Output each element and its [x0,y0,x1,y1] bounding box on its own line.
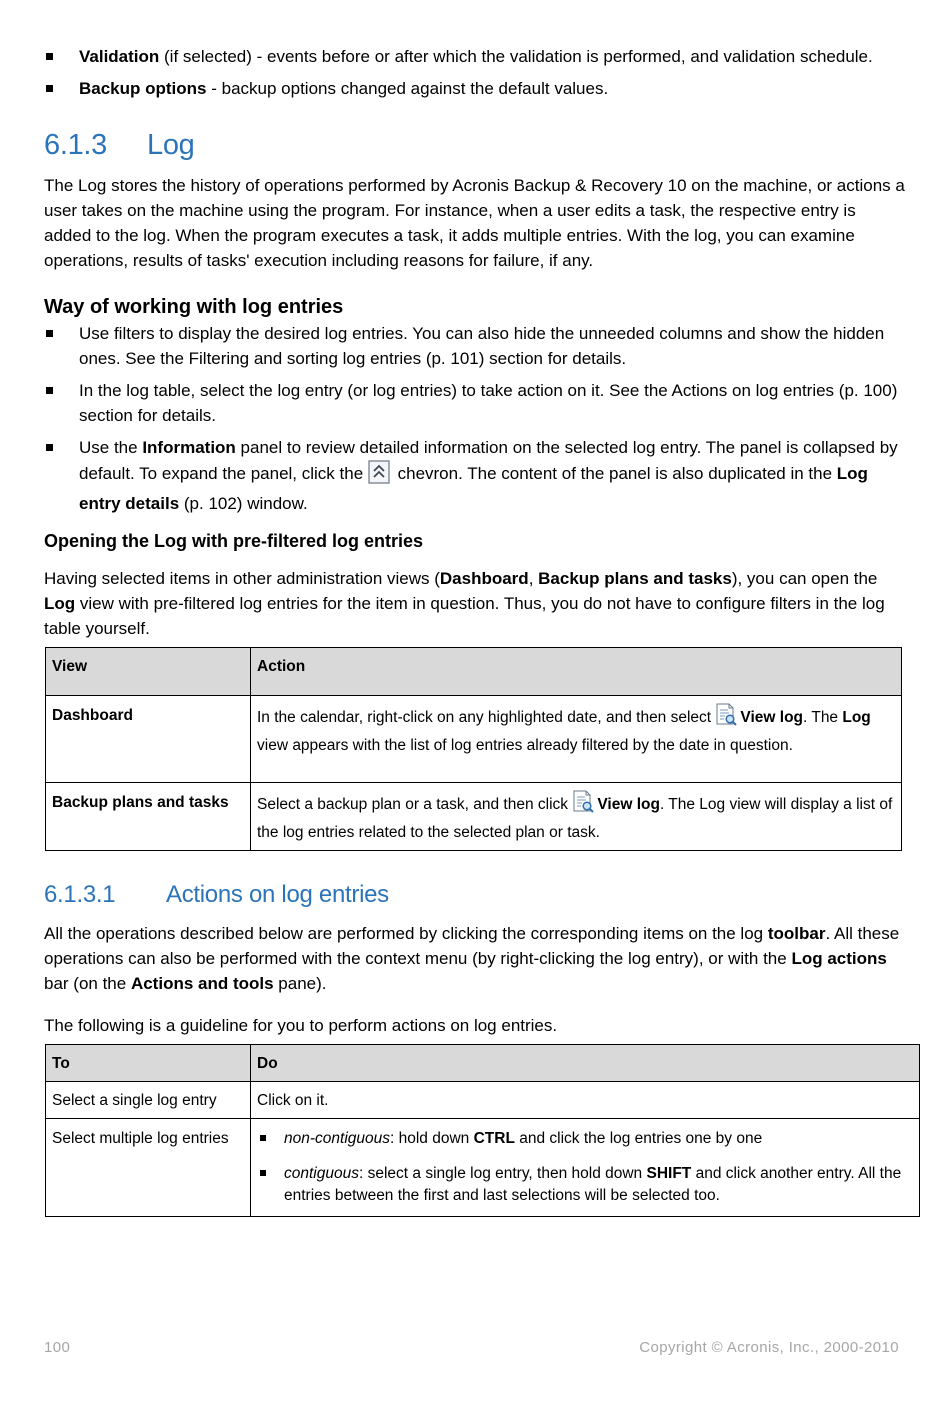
text-run: . The [803,709,843,726]
section-heading-actions [44,879,906,911]
text-run: bar (on the [44,974,131,993]
key-shift: SHIFT [646,1165,692,1182]
term-dashboard: Dashboard [439,569,529,588]
page-footer [44,1337,899,1359]
term-backup-plans-and-tasks: Backup plans and tasks [538,569,732,588]
key-ctrl: CTRL [473,1130,515,1147]
term-toolbar: toolbar [767,924,826,943]
page-content [44,44,924,1217]
term-validation: Validation [79,47,160,66]
plan-details-list [44,44,906,101]
list-item-information-panel [44,435,906,516]
subheading-prefiltered: Opening the Log with pre-filtered log entries [44,531,424,551]
validation-description: (if selected) - events before or after which the validation is performed, and validation schedule. [159,47,873,66]
list-item-backup-options [44,76,906,101]
expand-chevron-icon [368,460,390,491]
text-run: and click another entry. All the entries between the first and last selections will be selected too. [284,1165,902,1204]
section-number: 6.1.3.1 [44,881,116,908]
section-heading-log [44,127,906,163]
text-run: ), you can open the [731,569,878,588]
column-header-do: Do [251,1045,920,1082]
section-title: Log [147,129,195,161]
term-view-log: View log [597,796,660,813]
text-run: pane). [273,974,327,993]
term-view-log: View log [740,709,804,726]
section-title: Actions on log entries [166,881,389,908]
prefiltered-paragraph [44,566,906,641]
log-intro-paragraph: The Log stores the history of operations performed by Acronis Backup & Recovery 10 on the machine, or actions a user takes on the machine using the program. For instance, when a user edits a task, the respective entry is added to the log. When the program executes a task, it adds multiple entries. With the log, you can examine operations, results of tasks' execution including reasons for failure, if any. [44,176,905,270]
text-run: . All these operations can also be performed with the context menu (by right-clicking the log entry), or with the [44,924,900,968]
backup-options-description: - backup options changed against the default values. [206,79,609,98]
term-log: Log [44,594,76,613]
view-log-icon [572,790,594,821]
text-run: : hold down [390,1130,474,1147]
text-run: panel to review detailed information on the selected log entry. The panel is collapsed by default. To expand the panel, click the [79,438,898,483]
text-run: (p. 102) window. [179,494,308,513]
view-cell: Backup plans and tasks [46,783,251,851]
text-run: , [528,569,539,588]
subheading-way-of-working: Way of working with log entries [44,296,344,318]
term-log-actions: Log actions [791,949,887,968]
list-item-contiguous [257,1163,913,1207]
text-run: In the calendar, right-click on any highlighted date, and then select [257,709,716,726]
view-cell: Dashboard [46,696,251,783]
guideline-paragraph: The following is a guideline for you to perform actions on log entries. [44,1016,558,1035]
table-header-row [46,648,902,696]
actions-paragraph [44,921,906,996]
action-cell [251,783,902,851]
view-log-icon [715,703,737,734]
table-row [46,696,902,783]
views-table [45,647,902,851]
selection-methods-list [257,1128,913,1207]
term-actions-and-tools: Actions and tools [130,974,274,993]
list-item-select-entry: In the log table, select the log entry (or log entries) to take action on it. See the Actions on log entries (p. 100) section for details. [44,378,906,428]
term-log: Log [842,709,871,726]
list-item-non-contiguous [257,1128,913,1150]
table-row [46,1082,920,1119]
copyright-notice: Copyright © Acronis, Inc., 2000-2010 [639,1339,899,1356]
table-row [46,1119,920,1217]
term-log-entry-details: Log entry details [79,464,868,513]
text-run: Select a backup plan or a task, and then click [257,796,573,813]
text-run: view appears with the list of log entries already filtered by the date in question. [257,737,793,754]
table-row [46,783,902,851]
do-cell: Click on it. [251,1082,920,1119]
section-number: 6.1.3 [44,129,107,161]
action-cell [251,696,902,783]
text-run: view with pre-filtered log entries for the item in question. Thus, you do not have to configure filters in the log table yourself. [44,594,885,638]
term-non-contiguous: non-contiguous [284,1130,390,1147]
table-header-row [46,1045,920,1082]
to-cell: Select multiple log entries [46,1119,251,1217]
to-cell: Select a single log entry [46,1082,251,1119]
list-item-filters: Use filters to display the desired log entries. You can also hide the unneeded columns and show the hidden ones. See the Filtering and sorting log entries (p. 101) section for details. [44,321,906,371]
column-header-to: To [46,1045,251,1082]
term-contiguous: contiguous [284,1165,359,1182]
actions-table [45,1044,920,1217]
text-run: Having selected items in other administration views ( [44,569,440,588]
text-run: . The Log view will display a list of the log entries related to the selected plan or task. [257,796,893,841]
text-run: chevron. The content of the panel is also duplicated in the [392,464,837,483]
text-run: Use the [79,438,143,457]
text-run: All the operations described below are performed by clicking the corresponding items on the log [44,924,768,943]
term-backup-options: Backup options [79,79,207,98]
term-information: Information [142,438,236,457]
page-number: 100 [44,1339,71,1356]
working-list [44,321,906,516]
text-run: : select a single log entry, then hold down [358,1165,647,1182]
text-run: and click the log entries one by one [514,1130,763,1147]
do-cell [251,1119,920,1217]
column-header-action: Action [251,648,902,696]
list-item-validation [44,44,906,69]
column-header-view: View [46,648,251,696]
